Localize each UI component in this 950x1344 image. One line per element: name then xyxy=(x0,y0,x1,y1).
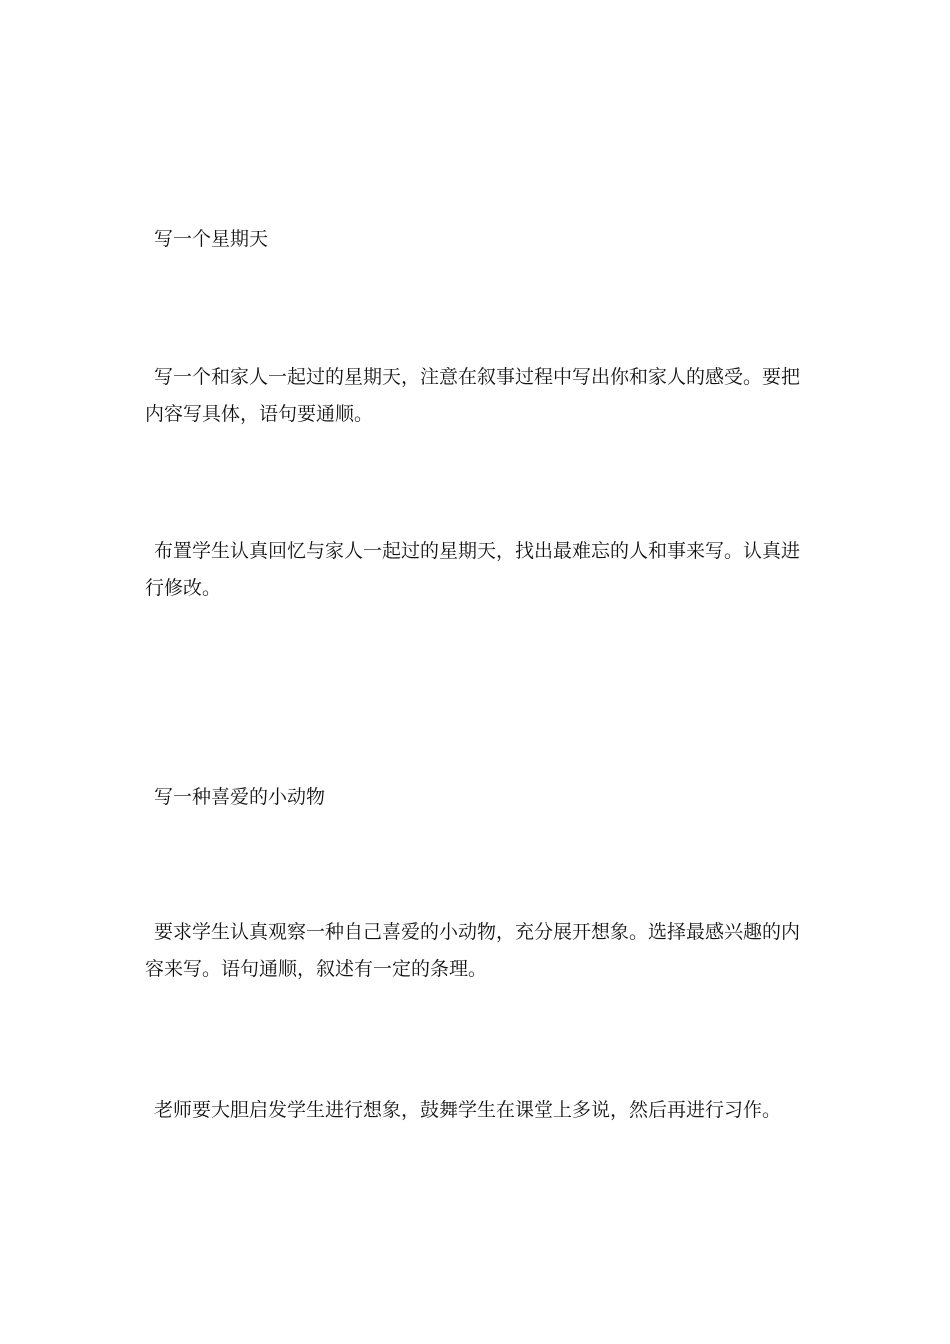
section-1-title: 写一个星期天 xyxy=(154,228,269,250)
section-2-requirement: 要求学生认真观察一种自己喜爱的小动物，充分展开想象。选择最感兴趣的内容来写。语句通顺，叙述有一定的条理。 xyxy=(145,921,801,980)
section-1-requirement: 写一个和家人一起过的星期天，注意在叙事过程中写出你和家人的感受。要把内容写具体，语句要通顺。 xyxy=(145,366,801,425)
section-1-guidance: 布置学生认真回忆与家人一起过的星期天，找出最难忘的人和事来写。认真进行修改。 xyxy=(145,540,801,599)
section-2-title: 写一种喜爱的小动物 xyxy=(154,786,326,808)
section-2-guidance: 老师要大胆启发学生进行想象，鼓舞学生在课堂上多说，然后再进行习作。 xyxy=(154,1099,782,1121)
